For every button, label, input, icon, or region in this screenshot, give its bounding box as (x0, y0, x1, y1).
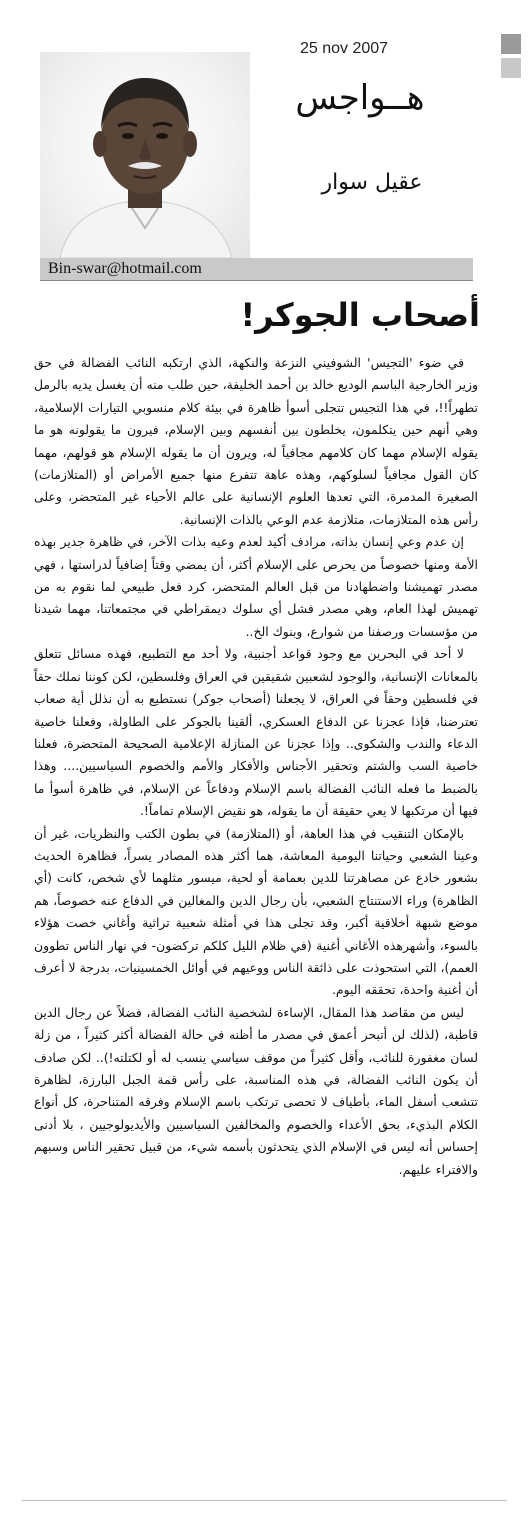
article-paragraph: إن عدم وعي إنسان بذاته، مرادف أكيد لعدم وعيه بذات الآخر، في ظاهرة جدير بهذه الأمة ومنها خصوصاً من يحرص على الإسلام أكثر، أن يمضي وقتاً إضافياً لدراستها ، فهي مصدر تهميشنا واضطهادنا من قبل العالم المتحضر، كرد فعل طبيعي لما نقوم به من تهميش لهذا العام، وهي مصدر فشل أي سلوك ديمقراطي في مجتمعاتنا، مهما شيدنا من مؤسسات ورصفنا من شوارع، وبنوك الخ.. (34, 534, 478, 639)
bottom-divider (22, 1500, 507, 1501)
publication-date: 25 nov 2007 (300, 40, 389, 57)
decorative-blocks (501, 34, 521, 82)
article-paragraph: ليس من مقاصد هذا المقال، الإساءة لشخصية النائب الفضالة، فضلاً عن رجال الدين قاطبة، (لذلك لن أتبحر أعمق في مصدر ما أظنه في حالة الفضالة أكثر كثيراً ، من زلة لسان مغفورة للنائب، وأقل كثيراً من موقف سياسي ينسب له أو لكتلته!).. لكن صادف أن يكون النائب الفضالة، في هذه المناسبة، على رأس قمة الجبل البارزة، لظاهرة تتشعب أسفل الماء، بأطياف لا تحصى ترتكب باسم الإسلام وفرقه المتناحرة، كل أنواع الكلام البذيء، بحق الأعداء والخصوم والمخالفين السياسيين والأيديولوجيين ، بلا أدنى إحساس أنه ليس في الإسلام الذي يتحدثون بأسمه شيء، من قبيل تحقير الناس وسبهم والافتراء عليهم. (34, 1004, 478, 1177)
author-portrait-image (40, 52, 250, 258)
article-paragraph: لا أحد في البحرين مع وجود قواعد أجنبية، ولا أحد مع التطبيع، فهذه مسائل تتعلق بالمعانات الإنسانية، والوجود لشعبين شقيقين في العراق وفلسطين، لكن كوننا نملك حقاً في فلسطين وحقاً في العراق، لا يجعلنا (أصحاب جوكر) نستطيع به أن نذلل أية صعاب تعترضنا، فإذا عجزنا عن الدفاع العسكري، ألقينا بالجوكر على الطاولة، وفعلنا خاصية الدعاء والندب والشكوى.. وإذا عجزنا عن المنازلة الإعلامية الصحيحة المتحضرة، فعلنا خاصية السب والشتم وتحقير الأجناس والأفكار والأمم والخصوم السياسيين.... وهذا بالضبط ما فعله النائب الفضالة باسم الإسلام ودفاعاً عن الإسلام، في ظاهرة أسوأ ما فيها أن مرتكبها لا يعي حقيقة أن ما يقوله، هو نقيض الإسلام تماماً!. (34, 646, 478, 819)
article-body (34, 352, 478, 1181)
decorative-block (501, 58, 521, 78)
email-bar (40, 258, 473, 281)
article-paragraph: بالإمكان التنقيب في هذا العاهة، أو (المتلازمة) في بطون الكتب والنظريات، غير أن وعينا الشعبي وحياتنا اليومية المعاشة، هما أكثر هذه المصادر يسراً، فظاهرة الحديث بشعور خادع عن مصاهرتنا للدين بعمامة أو لحية، ميسور مثلهما لأي شخص، كانت (أي الظاهرة) وراء الاستنتاج الشعبي، بأن رجال الدين والمغالين في الدفاع عنه خصوصاً، هم موضع شبهة أخلاقية أكبر، وقد تجلى هذا في أمثلة شعبية تراثية وأغاني خصت هؤلاء بالسوء، وأشهرهذه الأغاني أغنية (في ظلام الليل كلكم تركضون- في نهار الناس تطوون العمم)، التي استحوذت على ذائقة الناس ووعيهم في أوائل الخمسينيات، بدرجة لا أعرف أن أغنية واحدة، تحققه اليوم. (34, 825, 478, 998)
article-paragraph: في ضوء 'التجيس' الشوفيني النزعة والنكهة، الذي ارتكبه النائب الفضالة في حق وزير الخارجية الباسم الوديع خالد بن أحمد الخليفة، حين طلب منه أن يغسل يديه بالرمل تطهراً!!، في هذا التجيس تتجلى أسوأ ظاهرة في بيئة كلام منسوبي التيارات الإسلامية، وهي أنهم حين يتكلمون، يخلطون بين أنفسهم وبين الإسلام، فيرون ما يقولونه هو ما يقوله الإسلام مهما كان كلامهم مجافياً له، ويرون أن ما يقوله الإسلام هو قولهم، مهما كان القول مجافياً لسلوكهم، وهذه عاهة تتفرع منها جميع الأمراض أو (المتلازمات) الصغيرة المدمرة، التي تعدها العلوم الإنسانية على عالم الأحياء غير المتحضر، وعلى رأس هذه المتلازمات، متلازمة عدم الوعي بالذات الإنسانية. (34, 355, 478, 527)
column-title: هــواجس (295, 78, 425, 118)
author-name: عقيل سوار (321, 170, 423, 195)
author-photo (40, 52, 250, 258)
article-headline: أصحاب الجوكر! (240, 296, 480, 334)
author-email: Bin-swar@hotmail.com (48, 260, 202, 277)
decorative-block (501, 34, 521, 54)
